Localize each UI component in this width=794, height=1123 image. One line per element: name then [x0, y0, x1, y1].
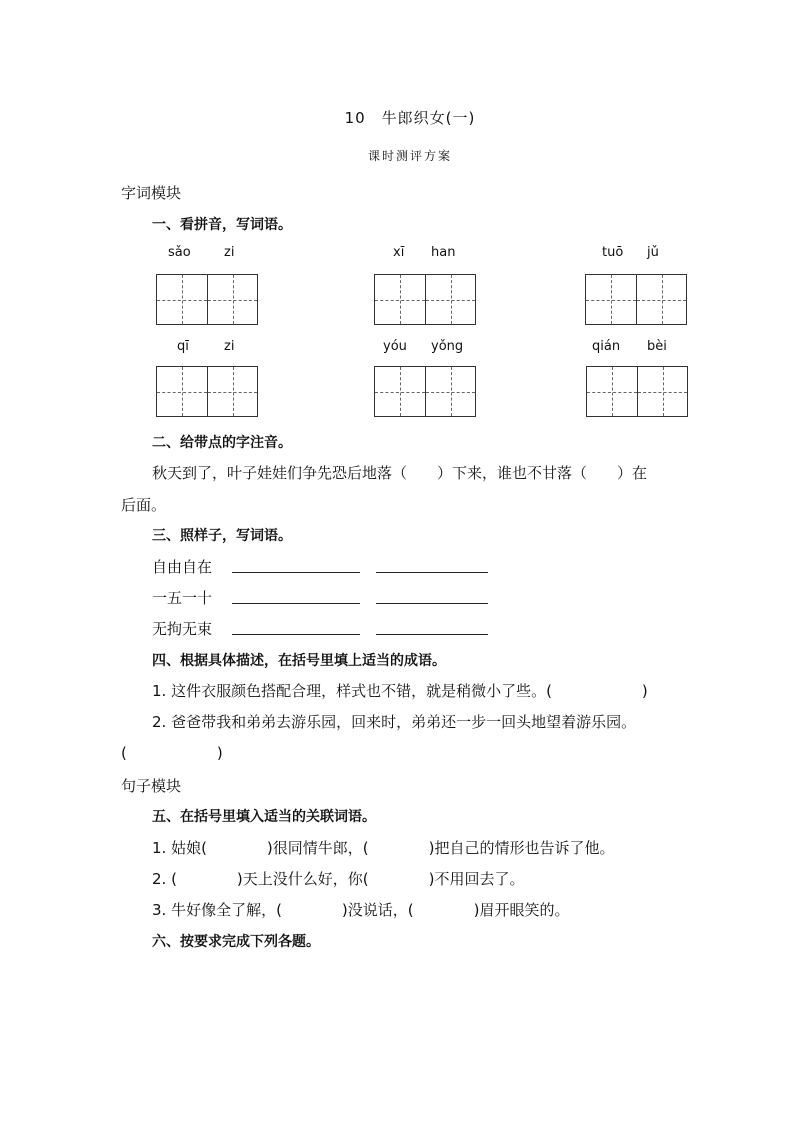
answer-line[interactable] [232, 572, 360, 573]
pinyin-label: jǔ [647, 245, 659, 260]
pinyin-label: zi [224, 245, 235, 260]
pinyin-label: yóu [383, 339, 407, 354]
writing-cell[interactable] [375, 367, 425, 416]
question-4-item-1: 1. 这件衣服颜色搭配合理，样式也不错，就是稍微小了些。( ) [152, 682, 648, 700]
example-word: 无拘无束 [152, 620, 213, 638]
pinyin-label: yǒng [431, 339, 464, 354]
question-5-heading: 五、在括号里填入适当的关联词语。 [152, 809, 376, 825]
pinyin-label: sǎo [168, 245, 191, 260]
answer-line[interactable] [232, 603, 360, 604]
writing-cell[interactable] [587, 367, 637, 416]
question-4-item-2: 2. 爸爸带我和弟弟去游乐园，回来时，弟弟还一步一回头地望着游乐园。 [152, 713, 637, 731]
question-5-item-1: 1. 姑娘( )很同情牛郎，( )把自己的情形也告诉了他。 [152, 839, 615, 857]
page-subtitle: 课时测评方案 [367, 149, 452, 163]
question-6-heading: 六、按要求完成下列各题。 [152, 934, 320, 950]
writing-grid[interactable] [156, 366, 258, 417]
writing-cell[interactable] [207, 275, 257, 324]
writing-grid[interactable] [156, 274, 258, 325]
pinyin-label: qián [592, 339, 621, 354]
question-5-item-3: 3. 牛好像全了解，( )没说话，( )眉开眼笑的。 [152, 901, 570, 919]
example-word: 自由自在 [152, 558, 213, 576]
pinyin-label: han [431, 245, 456, 260]
question-1-heading: 一、看拼音，写词语。 [152, 217, 292, 233]
pinyin-label: zi [224, 339, 235, 354]
question-4-item-2-answer: ( ) [121, 744, 223, 762]
writing-cell[interactable] [157, 367, 207, 416]
writing-grid[interactable] [374, 274, 476, 325]
pinyin-label: qī [177, 339, 189, 354]
pinyin-label: tuō [602, 245, 624, 260]
writing-cell[interactable] [157, 275, 207, 324]
page-title: 10 牛郎织女(一) [344, 109, 476, 127]
answer-line[interactable] [376, 603, 488, 604]
question-5-item-2: 2. ( )天上没什么好，你( )不用回去了。 [152, 870, 525, 888]
module-heading-words: 字词模块 [121, 184, 182, 202]
writing-cell[interactable] [586, 275, 636, 324]
module-heading-sentences: 句子模块 [121, 777, 182, 795]
question-3-heading: 三、照样子，写词语。 [152, 528, 292, 544]
pinyin-label: bèi [647, 339, 667, 354]
example-word: 一五一十 [152, 589, 213, 607]
writing-cell[interactable] [375, 275, 425, 324]
writing-cell[interactable] [425, 367, 475, 416]
writing-grid[interactable] [585, 274, 687, 325]
question-2-text-cont: 后面。 [121, 496, 167, 514]
question-2-heading: 二、给带点的字注音。 [152, 435, 292, 451]
writing-grid[interactable] [586, 366, 688, 417]
answer-line[interactable] [232, 634, 360, 635]
question-4-heading: 四、根据具体描述，在括号里填上适当的成语。 [152, 653, 446, 669]
pinyin-label: xī [393, 245, 405, 260]
answer-line[interactable] [376, 572, 488, 573]
writing-grid[interactable] [374, 366, 476, 417]
question-2-text: 秋天到了，叶子娃娃们争先恐后地落（ ）下来，谁也不甘落（ ）在 [152, 464, 648, 482]
writing-cell[interactable] [636, 275, 686, 324]
writing-cell[interactable] [425, 275, 475, 324]
writing-cell[interactable] [637, 367, 687, 416]
answer-line[interactable] [376, 634, 488, 635]
writing-cell[interactable] [207, 367, 257, 416]
